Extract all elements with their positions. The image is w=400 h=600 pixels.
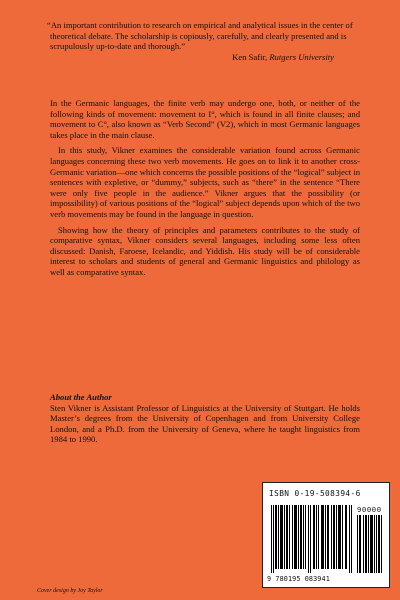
review-blurb <box>47 20 360 62</box>
ean-barcode-bars <box>271 505 353 573</box>
addon-barcode-bars <box>357 515 383 573</box>
about-author-section <box>50 392 360 445</box>
review-quote: “An important contribution to research on empirical and analytical issues in the center of theoretical debate. The scholarship is copiously, carefully, and clearly presented and is scrupulously up-to-date and thorough.” <box>47 20 353 52</box>
reviewer-name: Ken Safir, <box>232 51 268 62</box>
about-author-text: Sten Vikner is Assistant Professor of Linguistics at the University of Stuttgart. He holds Master’s degrees from the University of Copenhagen and from University College London, and a Ph.D. from the University of Geneva, where he taught linguistics from 1984 to 1990. <box>50 402 360 445</box>
description-paragraph: In the Germanic languages, the finite verb may undergo one, both, or neither of the following kinds of movement: movement to I°, which is found in all finite clauses; and movement to C°, also known as “Verb Second” (V2), which in most Germanic languages takes place in the main clause. <box>50 98 360 140</box>
price-addon-number: 90000 <box>357 505 382 514</box>
isbn-number: ISBN 0-19-508394-6 <box>269 489 361 498</box>
description-paragraph: In this study, Vikner examines the considerable variation found across Germanic languages concerning these two verb movements. He goes on to link it to another cross-Germanic variation—one which concerns the possible positions of the “logical” subject in sentences with expletive, or “dummy,” subjects, such as “there” in the sentence “There were only five people in the audience.” Vikner argues that the possibility (or impossibility) of various positions of the “logical” subject depends upon which of the two verb movements may be found in the language in question. <box>50 145 361 219</box>
about-author-heading: About the Author <box>50 392 112 402</box>
reviewer-affiliation: Rutgers University <box>269 51 334 62</box>
ean-number: 9 780195 083941 <box>267 575 330 583</box>
cover-design-credit: Cover design by Joy Taylor <box>37 588 103 594</box>
description-paragraph: Showing how the theory of principles and parameters contributes to the study of comparative syntax, Vikner considers several languages, including some less often discussed: Danish, Faroese, Icelandic, and Yiddish. His study will be of considerable interest to scholars and students of general and Germanic linguistics and philology as well as comparative syntax. <box>50 224 360 277</box>
review-attribution <box>50 52 334 63</box>
isbn-barcode <box>262 482 390 588</box>
book-description <box>50 98 360 283</box>
